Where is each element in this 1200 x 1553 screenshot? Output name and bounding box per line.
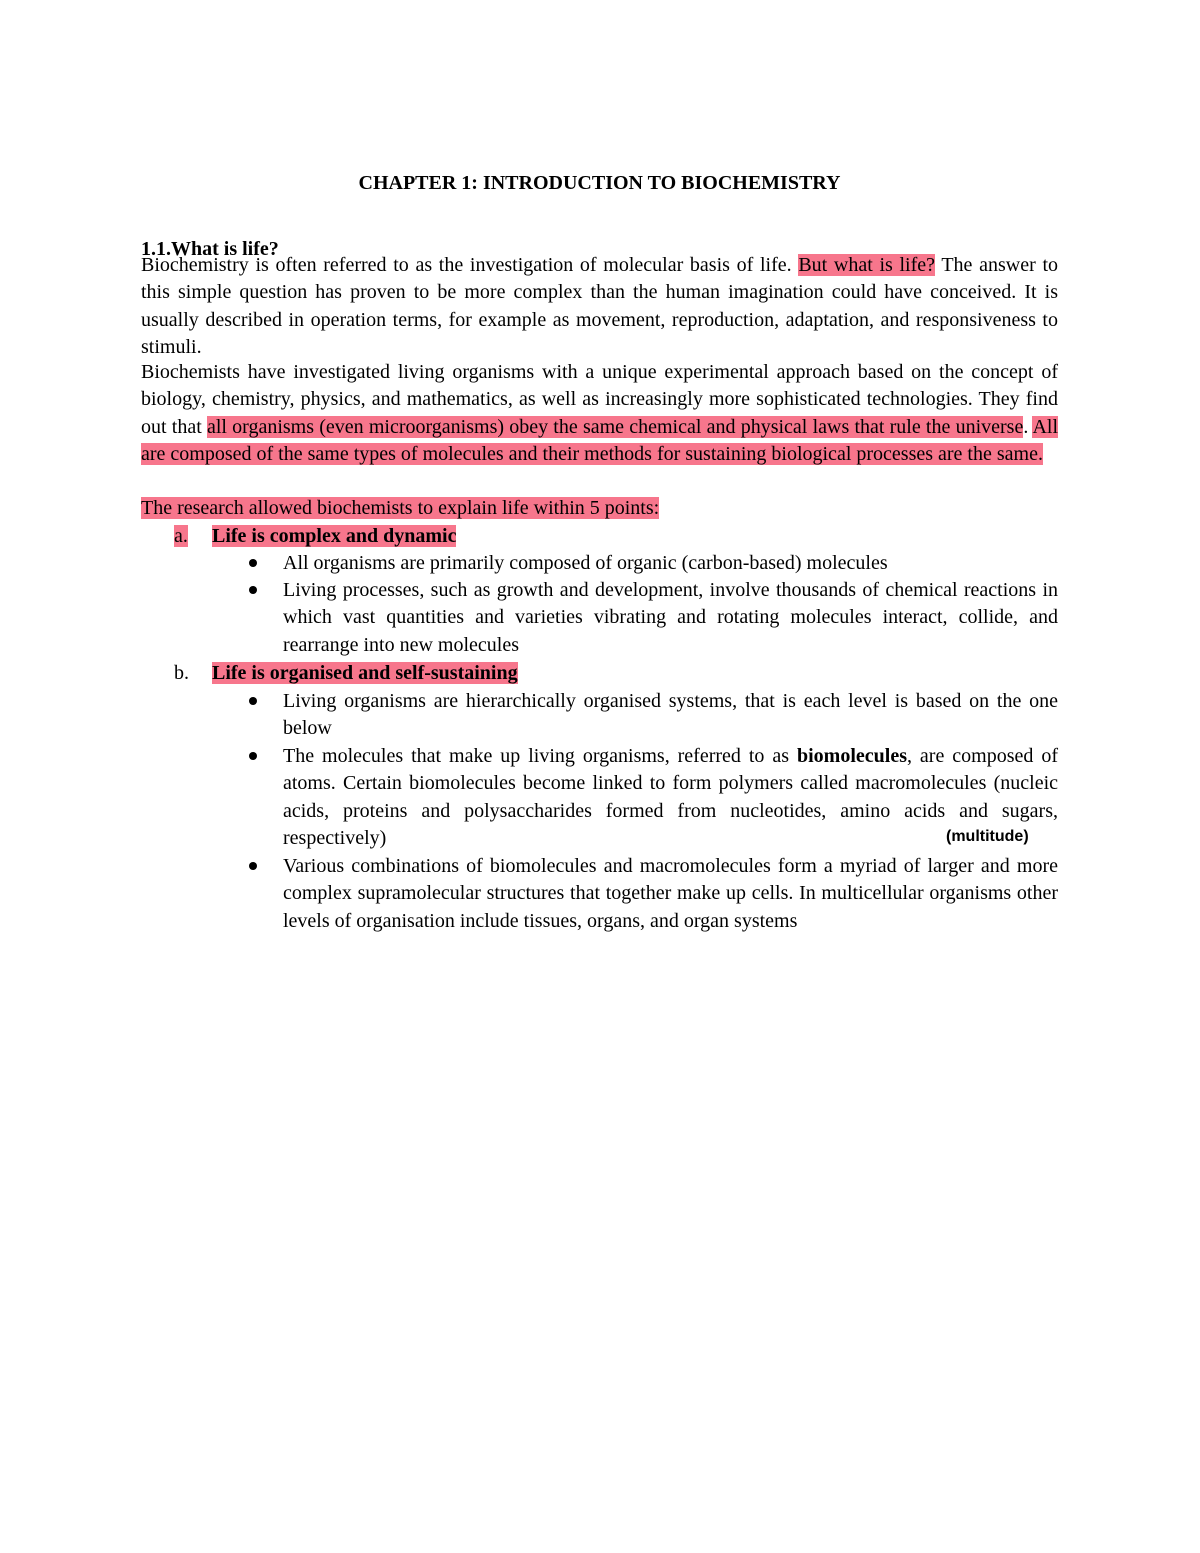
bullet-icon [249,559,257,567]
bullet-item: Living processes, such as growth and development, involve thousands of chemical reactions in which vast quantities and varieties vibrating and rotating molecules interact, collide, and rearrange into new molecules [283,579,1058,656]
paragraph-what-is-life [141,252,1058,361]
list-item-b-letter: b. [174,662,189,684]
list-item-a-title: Life is complex and dynamic [212,525,457,547]
bullet-item-biomolecules: The molecules that make up living organisms, referred to as biomolecules, are composed of atoms. Certain biomolecules become linked to form polymers called macromolecules (nucleic acids, proteins and polysaccharides formed from nucleotides, amino acids and sugars, respectively) [283,745,1058,849]
bullet-item: Various combinations of biomolecules and macromolecules form a myriad of larger and more complex supramolecular structures that together make up cells. In multicellular organisms other levels of organisation include tissues, organs, and organ systems [283,855,1058,932]
paragraph-text: Biochemistry is often referred to as the investigation of molecular basis of life. [141,254,799,276]
paragraph-text: The answer to this simple question has proven to be more complex than the human imagination could have conceived. It is usually described in operation terms, for example as movement, reproduction, adaptation, and responsiveness to stimuli. [141,254,1059,358]
bullet-icon [249,697,257,705]
highlighted-five-points: The research allowed biochemists to explain life within 5 points: [141,497,660,519]
paragraph-text: . [1023,415,1033,438]
chapter-title: CHAPTER 1: INTRODUCTION TO BIOCHEMISTRY [358,172,841,194]
bullet-icon [249,586,257,594]
list-item-a-letter: a. [174,525,188,547]
highlighted-composition: All are composed of the same types of molecules and their methods for sustaining biological processes are the same. [141,415,1059,465]
bold-term-biomolecules: biomolecules [796,745,907,767]
paragraph-text: Biochemists have investigated living organisms with a unique experimental approach based on the concept of biology, chemistry, physics, and mathematics, as well as increasingly more sophisticated technologies. They find out that [141,361,1058,438]
section-heading: 1.1.What is life? [141,238,279,260]
highlighted-question: But what is life? [798,254,936,276]
highlighted-laws: all organisms (even microorganisms) obey the same chemical and physical laws that rule the universe [206,415,1024,438]
margin-annotation: (multitude) [946,828,1029,845]
paragraph-biochemists [141,359,1058,468]
paragraph-five-points [141,495,1058,522]
bullet-icon [249,752,257,760]
bullet-item: Living organisms are hierarchically organised systems, that is each level is based on the one below [283,690,1058,740]
bullet-item: All organisms are primarily composed of organic (carbon-based) molecules [283,552,888,574]
list-item-b-title: Life is organised and self-sustaining [212,662,518,684]
bullet-icon [249,862,257,870]
